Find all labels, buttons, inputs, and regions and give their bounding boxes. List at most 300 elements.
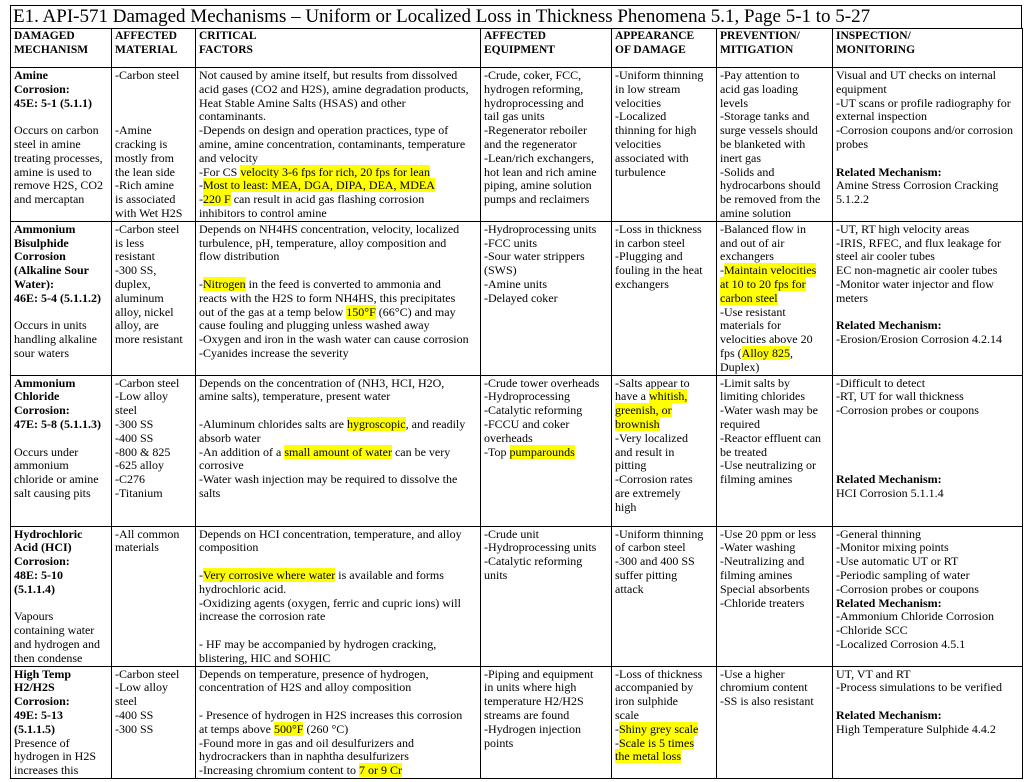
highlighted-text: small amount of water [284, 444, 392, 459]
text-line: -General thinning [836, 526, 921, 541]
text-segment: can be very [391, 444, 451, 459]
text-line: iron sulphide [615, 694, 678, 709]
text-line: and out of air [720, 235, 785, 250]
text-line [836, 709, 1020, 723]
text-line: surge vessels should [720, 123, 818, 138]
text-line: steel in amine [14, 136, 81, 151]
cell-inspection-monitoring [833, 666, 1023, 778]
text-line: Not caused by amine itself, but results from dissolved [199, 68, 458, 82]
text-line: velocities [615, 136, 661, 151]
text-line: and hydrogen and [14, 636, 100, 651]
text-line [836, 459, 1020, 473]
text-line [615, 723, 714, 737]
cell-critical-factors [196, 666, 481, 778]
text-line: - Presence of hydrogen in H2S increases this corrosion [199, 707, 463, 722]
text-line: -Difficult to detect [836, 375, 926, 390]
text-line: duplex, [115, 276, 151, 291]
text-line: corrosive [199, 458, 244, 473]
text-line: flow distribution [199, 249, 280, 264]
text-line: -Corrosion rates [615, 472, 693, 487]
text-line [720, 292, 830, 306]
text-line: thinning for high [615, 123, 697, 138]
text-line [14, 83, 109, 97]
text-line: Amine Stress Corrosion Cracking [836, 178, 999, 193]
text-line: -Localized Corrosion 4.5.1 [836, 636, 966, 651]
document-page [10, 5, 1022, 779]
text-line: -Monitor water injector and flow [836, 276, 994, 291]
text-line [14, 97, 109, 111]
text-line: -Catalytic reforming [484, 554, 583, 569]
bold-text: Related Mechanism: [836, 595, 942, 610]
cell-inspection-monitoring [833, 526, 1023, 666]
text-line [615, 390, 714, 404]
text-line [199, 264, 478, 278]
bold-text: (Alkaline Sour [14, 263, 90, 278]
cell-affected-equipment [481, 68, 612, 222]
text-line: resistant [115, 249, 155, 264]
text-line: -Use a higher [720, 666, 785, 681]
cell-affected-material [112, 375, 196, 526]
text-line: -FCCU and coker [484, 416, 570, 431]
text-line: more resistant [115, 332, 183, 347]
header-label-line: CRITICAL [199, 30, 257, 42]
text-line [14, 404, 109, 418]
text-line [14, 541, 109, 555]
bold-text: H2/H2S [14, 680, 55, 695]
text-line: -Depends on design and operation practices, type of [199, 123, 449, 138]
text-line: blistering, HIC and SOHIC [199, 650, 331, 665]
text-segment: -For CS [199, 164, 241, 179]
highlighted-text: Nitrogen [203, 276, 246, 291]
text-line: Special absorbents [720, 581, 810, 596]
text-line [836, 319, 1020, 333]
text-line: materials for [720, 318, 781, 333]
text-line: Depends on NH4HS concentration, velocity, localized [199, 221, 460, 236]
text-line [14, 264, 109, 278]
text-line: -Crude tower overheads [484, 375, 600, 390]
text-line: units [484, 567, 508, 582]
text-line [199, 624, 478, 638]
bold-text: 48E: 5-10 [14, 567, 63, 582]
header-label-line: APPEARANCE [615, 30, 695, 42]
text-line: -Water washing [720, 540, 796, 555]
text-segment: -Increasing chromium content to [199, 763, 359, 778]
text-line: Presence of [14, 735, 70, 750]
text-line [836, 597, 1020, 611]
text-line: chromium content [720, 680, 808, 695]
text-line: alloy, are [115, 318, 159, 333]
text-line: -Process simulations to be verified [836, 680, 1002, 695]
text-line: -Cyanides increase the severity [199, 345, 349, 360]
text-line: meters [836, 290, 868, 305]
text-line [14, 695, 109, 709]
header-label-line: MECHANISM [14, 43, 89, 56]
text-line: -Oxygen and iron in the wash water can cause corrosion [199, 332, 469, 347]
highlighted-text: Alloy 825 [741, 345, 791, 360]
text-line [836, 473, 1020, 487]
text-line: probes [836, 136, 868, 151]
text-line: external inspection [836, 109, 927, 124]
text-line: steel [115, 403, 137, 418]
bold-text: 46E: 5-4 (5.1.1.2) [14, 290, 101, 305]
text-line [14, 528, 109, 542]
cell-critical-factors [196, 221, 481, 375]
cell-inspection-monitoring [833, 221, 1023, 375]
header-label-line: MITIGATION [720, 43, 794, 56]
highlighted-text: velocity 3-6 fps for rich, 20 fps for lean [240, 164, 430, 179]
text-line: -Ammonium Chloride Corrosion [836, 609, 994, 624]
text-line [14, 432, 109, 446]
header-label-line: AFFECTED [484, 30, 546, 42]
damage-mechanisms-table [10, 28, 1023, 779]
text-line [14, 583, 109, 597]
text-line: hydrogen reforming, [484, 81, 584, 96]
text-line: Vapours [14, 609, 54, 624]
header-label-line: PREVENTION/ [720, 30, 800, 42]
table-row [11, 526, 1023, 666]
text-line [199, 418, 478, 432]
cell-appearance-of-damage [612, 221, 717, 375]
bold-text: Chloride [14, 389, 60, 404]
text-line [14, 223, 109, 237]
text-line [615, 750, 714, 764]
text-segment: at temps above [199, 721, 274, 736]
header-inspection-monitoring [833, 29, 1023, 68]
bold-text: High Temp [14, 666, 72, 681]
text-line: required [720, 416, 760, 431]
text-line: reacts with the H2S to form NH4HS, this precipitates [199, 290, 456, 305]
text-line: be treated [720, 444, 767, 459]
text-line: absorb water [199, 430, 261, 445]
text-line [199, 179, 478, 193]
text-line: Occurs on carbon [14, 123, 99, 138]
highlighted-text: 7 or 9 Cr [358, 763, 402, 778]
highlighted-text: 500°F [273, 721, 304, 736]
text-line [14, 69, 109, 83]
text-line: be removed from the [720, 192, 821, 207]
cell-affected-material [112, 526, 196, 666]
cell-affected-material [112, 68, 196, 222]
text-line: increase the corrosion rate [199, 609, 326, 624]
text-line [14, 237, 109, 251]
text-line: -Corrosion coupons and/or corrosion [836, 123, 1013, 138]
text-line [14, 377, 109, 391]
text-line: -Low alloy [115, 389, 168, 404]
text-line: -Limit salts by [720, 375, 790, 390]
text-line: be blanketed with [720, 136, 806, 151]
text-line: in units where high [484, 680, 577, 695]
text-line: amine salts), temperature, present water [199, 389, 391, 404]
text-line: -C276 [115, 472, 145, 487]
header-label-line: MATERIAL [115, 43, 178, 56]
text-line: pumps and reclaimers [484, 192, 590, 207]
text-line: -Hydroprocessing units [484, 221, 597, 236]
text-segment: can result in acid gas flashing corrosion [230, 192, 425, 207]
text-line: high [615, 499, 637, 514]
text-line [615, 404, 714, 418]
bold-text: (5.1.1.5) [14, 721, 55, 736]
text-line: -Reactor effluent can [720, 430, 822, 445]
text-line [14, 250, 109, 264]
text-line [836, 695, 1020, 709]
text-line: treating processes, [14, 150, 103, 165]
text-line [836, 166, 1020, 180]
text-line: -Periodic sampling of water [836, 567, 970, 582]
highlighted-text: hygroscopic [346, 416, 406, 431]
text-line [836, 446, 1020, 460]
text-line: -Amine [115, 123, 152, 138]
cell-affected-material [112, 666, 196, 778]
cell-prevention-mitigation [717, 221, 833, 375]
text-line: velocities [615, 95, 661, 110]
text-line: 5.1.2.2 [836, 192, 869, 207]
text-line: attack [615, 581, 644, 596]
text-line: -300 SS, [115, 263, 157, 278]
text-line: in carbon steel [615, 235, 685, 250]
text-line: the lean side [115, 164, 175, 179]
bold-text: Bisulphide [14, 235, 69, 250]
text-line [836, 418, 1020, 432]
text-line: pitting [615, 458, 647, 473]
text-line: -300 SS [115, 416, 154, 431]
text-line [14, 292, 109, 306]
text-line: turbulence [615, 164, 666, 179]
text-line [720, 264, 830, 278]
text-line: contaminants. [199, 109, 266, 124]
highlighted-text: Scale is 5 times [619, 735, 694, 750]
text-line: -UT, RT high velocity areas [836, 221, 970, 236]
cell-prevention-mitigation [717, 68, 833, 222]
text-line [720, 347, 830, 361]
cell-damaged-mechanism [11, 221, 112, 375]
text-line: steel [115, 694, 137, 709]
text-line [14, 709, 109, 723]
text-line: Visual and UT checks on internal [836, 68, 997, 82]
text-line: -Water wash injection may be required to dissolve the [199, 472, 458, 487]
header-label-line: FACTORS [199, 43, 253, 56]
text-line: -Piping and equipment [484, 666, 594, 681]
text-line: ammonium [14, 458, 69, 473]
header-label-line: EQUIPMENT [484, 43, 555, 56]
text-segment: - [720, 263, 724, 278]
text-line [199, 723, 478, 737]
text-line: and mercaptan [14, 192, 85, 207]
text-line: is associated [115, 192, 176, 207]
text-line: -Chloride SCC [836, 623, 908, 638]
header-label-line: INSPECTION/ [836, 30, 911, 42]
text-line: piping, amine solution [484, 178, 592, 193]
text-line: amine is used to [14, 164, 92, 179]
text-line: -Titanium [115, 485, 163, 500]
text-line: increases this [14, 763, 79, 778]
text-line [14, 390, 109, 404]
text-line: -Hydroprocessing [484, 389, 570, 404]
text-line: streams are found [484, 707, 570, 722]
text-line [484, 446, 609, 460]
text-line: points [484, 735, 514, 750]
text-line: -Loss of thickness [615, 666, 703, 681]
bold-text: Amine [14, 68, 48, 82]
text-line: (SWS) [484, 263, 517, 278]
text-line: -Found more in gas and oil desulfurizers and [199, 735, 414, 750]
text-line: exchangers [615, 276, 669, 291]
text-line: Occurs under [14, 444, 79, 459]
header-label-line: MONITORING [836, 43, 916, 56]
text-line: -Storage tanks and [720, 109, 810, 124]
text-line: and result in [615, 444, 675, 459]
text-line: -Corrosion probes or coupons [836, 403, 979, 418]
text-line: -Uniform thinning [615, 526, 704, 541]
text-line: Depends on HCI concentration, temperature, and alloy [199, 526, 462, 541]
text-line: scale [615, 707, 639, 722]
text-line: turbulence, pH, temperature, alloy composition and [199, 235, 447, 250]
text-line: Depends on the concentration of (NH3, HCI, H2O, [199, 375, 445, 390]
header-affected-material [112, 29, 196, 68]
cell-appearance-of-damage [612, 375, 717, 526]
bold-text: Related Mechanism: [836, 164, 942, 179]
text-line [14, 110, 109, 124]
text-line: associated with [615, 150, 689, 165]
text-line: -Monitor mixing points [836, 540, 949, 555]
text-segment: - [615, 735, 619, 750]
table-row [11, 375, 1023, 526]
bold-text: Related Mechanism: [836, 318, 942, 333]
bold-text: Related Mechanism: [836, 707, 942, 722]
bold-text: Water): [14, 276, 54, 291]
text-line [14, 569, 109, 583]
text-line: composition [199, 540, 259, 555]
text-line: hydrocrackers than in naphtha desulfurizers [199, 749, 409, 764]
table-row [11, 68, 1023, 222]
text-line: -400 SS [115, 707, 154, 722]
text-line: velocities above 20 [720, 332, 813, 347]
text-line: concentration of H2S and alloy composition [199, 680, 412, 695]
text-line: remove H2S, CO2 [14, 178, 103, 193]
bold-text: Ammonium [14, 375, 76, 390]
cell-appearance-of-damage [612, 68, 717, 222]
text-line: -Salts appear to [615, 375, 690, 390]
text-line: -Use resistant [720, 304, 786, 319]
cell-affected-equipment [481, 526, 612, 666]
text-line: -Loss in thickness [615, 221, 702, 236]
highlighted-text: Maintain velocities [724, 263, 817, 278]
text-line [199, 764, 478, 778]
bold-text: 45E: 5-1 (5.1.1) [14, 95, 92, 110]
highlighted-text: 150°F [346, 304, 376, 319]
cell-inspection-monitoring [833, 68, 1023, 222]
text-line [115, 110, 193, 124]
text-line [14, 418, 109, 432]
header-damaged-mechanism [11, 29, 112, 68]
text-line [836, 306, 1020, 320]
text-line: tail gas units [484, 109, 545, 124]
text-line: -Corrosion probes or coupons [836, 581, 979, 596]
text-line: -Lean/rich exchangers, [484, 150, 594, 165]
text-line: -Delayed coker [484, 290, 558, 305]
text-line [199, 404, 478, 418]
text-segment: - [199, 276, 203, 291]
text-line: -300 and 400 SS [615, 554, 695, 569]
text-line: in low stream [615, 81, 681, 96]
header-label-line: OF DAMAGE [615, 43, 686, 56]
text-line [199, 306, 478, 320]
text-line: hydrogen in H2S [14, 749, 96, 764]
highlighted-text: whitish, [648, 389, 688, 404]
text-line: of carbon steel [615, 540, 686, 555]
text-line: -Solids and [720, 164, 775, 179]
text-line: alloy, nickel [115, 304, 174, 319]
text-line [199, 695, 478, 709]
text-line: -Rich amine [115, 178, 174, 193]
text-line: -Plugging and [615, 249, 683, 264]
text-line [14, 668, 109, 682]
text-line: -Carbon steel [115, 375, 180, 390]
text-segment: - [199, 192, 203, 207]
text-line: hot lean and rich amine [484, 164, 597, 179]
text-line: -Neutralizing and [720, 554, 805, 569]
text-line: then condense [14, 650, 83, 665]
text-line: -SS is also resistant [720, 694, 814, 709]
cell-affected-equipment [481, 375, 612, 526]
text-line: -Water wash may be [720, 403, 818, 418]
text-line: exchangers [720, 249, 774, 264]
bold-text: 49E: 5-13 [14, 707, 63, 722]
bold-text: Corrosion [14, 249, 66, 264]
bold-text: Acid (HCI) [14, 540, 72, 555]
bold-text: 47E: 5-8 (5.1.1.3) [14, 416, 101, 431]
text-segment: (66°C) and may [375, 304, 456, 319]
text-line: -400 SS [115, 430, 154, 445]
cell-prevention-mitigation [717, 666, 833, 778]
text-line: -Use neutralizing or [720, 458, 816, 473]
text-line: -800 & 825 [115, 444, 171, 459]
highlighted-text: carbon steel [720, 290, 778, 305]
text-line: UT, VT and RT [836, 666, 911, 681]
text-line: materials [115, 540, 159, 555]
text-line: -Oxidizing agents (oxygen, ferric and cupric ions) will [199, 595, 461, 610]
text-segment: out of the gas at a temp below [199, 304, 347, 319]
text-line: equipment [836, 81, 887, 96]
text-line: -Uniform thinning [615, 68, 704, 82]
text-line: -Sour water strippers [484, 249, 585, 264]
bold-text: Ammonium [14, 221, 76, 236]
text-line: acid gases (CO2 and H2S), amine degradation products, [199, 81, 469, 96]
bold-text: Related Mechanism: [836, 472, 942, 487]
text-line: -Carbon steel [115, 68, 180, 82]
text-line: hydroprocessing and [484, 95, 584, 110]
text-line [199, 278, 478, 292]
text-segment: , and readily [405, 416, 466, 431]
text-line: -Regenerator reboiler [484, 123, 587, 138]
text-line: suffer pitting [615, 567, 678, 582]
text-line: -Localized [615, 109, 667, 124]
highlighted-text: 220 F [203, 192, 231, 207]
header-appearance-of-damage [612, 29, 717, 68]
text-line [199, 555, 478, 569]
cell-critical-factors [196, 68, 481, 222]
text-line: amine solution [720, 205, 791, 220]
bold-text: (5.1.1.4) [14, 581, 55, 596]
text-line: filming amines [720, 472, 793, 487]
text-line: -Pay attention to [720, 68, 800, 82]
text-segment: -An addition of a [199, 444, 285, 459]
text-line: mostly from [115, 150, 174, 165]
text-line: temperature H2/H2S [484, 694, 584, 709]
text-line: amine, amine concentration, contaminants, temperature [199, 136, 466, 151]
cell-damaged-mechanism [11, 68, 112, 222]
cell-appearance-of-damage [612, 526, 717, 666]
bold-text: Corrosion: [14, 81, 70, 96]
